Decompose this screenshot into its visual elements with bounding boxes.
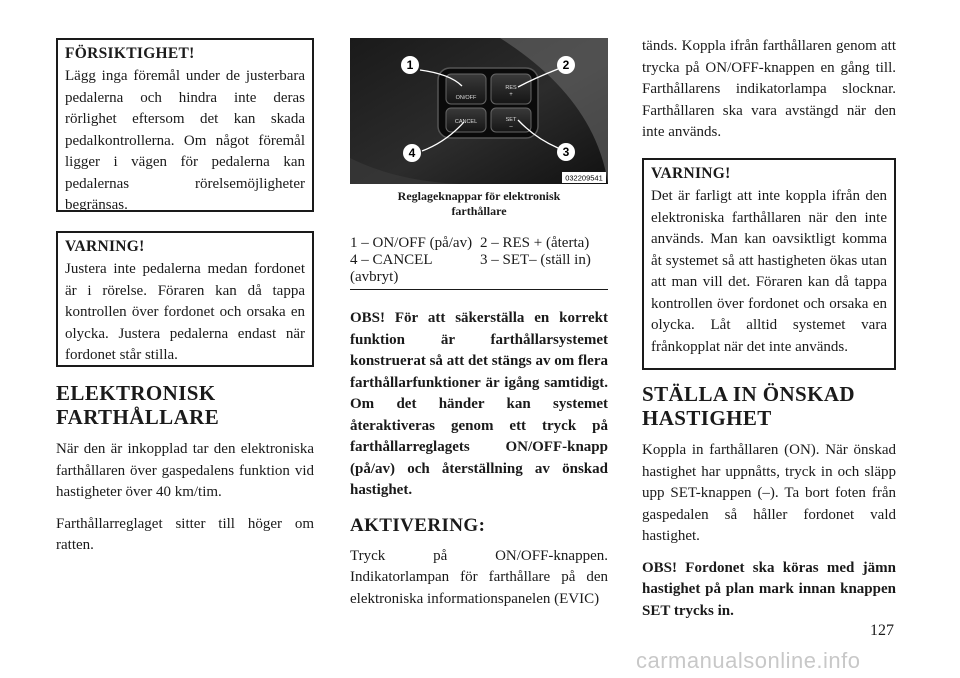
legend-cell: 2 – RES + (återta) <box>480 235 590 251</box>
activation-paragraph: Tryck på ON/OFF-knappen. Indikatorlampan för farthållare på den elektroniska informationspanelen (EVIC) <box>350 547 608 607</box>
svg-text:2: 2 <box>562 58 570 72</box>
svg-text:RES: RES <box>505 85 517 91</box>
button-legend-table <box>350 235 608 286</box>
legend-row <box>350 235 608 252</box>
svg-text:+: + <box>509 92 513 98</box>
warning-title: VARNING! <box>65 238 145 255</box>
callout-1 <box>401 56 419 74</box>
svg-text:3: 3 <box>562 145 570 159</box>
cancel-button <box>446 108 486 132</box>
svg-text:ON/OFF: ON/OFF <box>455 95 477 101</box>
page-number: 127 <box>870 622 894 639</box>
obs-note-system-shutdown: OBS! För att säkerställa en korrekt funktion är farthållarsystemet konstruerat så att det stängs av om flera farthållarfunktioner är igång samtidigt. Om det händer kan systemet återaktiveras genom ett tryck på farthållarreglagets ON/OFF-knapp (på/av) och återställning av önskad hastighet. <box>350 310 608 498</box>
set-speed-paragraph: Koppla in farthållaren (ON). När önskad hastighet har uppnåtts, tryck in och släpp upp SET-knappen (–). Ta bort foten från gaspedalen så håller fordonet vald hastighet. <box>642 442 896 544</box>
cruise-control-figure <box>350 38 608 184</box>
legend-cell: 4 – CANCEL (avbryt) <box>350 252 432 285</box>
warning-title: VARNING! <box>651 165 731 182</box>
warning-text: Det är farligt att inte koppla ifrån den elektroniska farthållaren när den inte används. Man kan oavsiktligt komma åt systemet så att hastigheten ökas utan att man vill det. Föraren kan då tappa kontrollen över fordonet och orsaka en olycka. Låt alltid systemet vara frånkopplat när det inte används. <box>651 188 887 355</box>
svg-text:–: – <box>509 124 513 130</box>
res-button <box>491 74 531 104</box>
callout-4 <box>403 144 421 162</box>
section-heading-activation: AKTIVERING: <box>350 514 486 536</box>
activation-continuation-spacer <box>642 36 896 140</box>
svg-text:4: 4 <box>408 146 416 160</box>
svg-text:1: 1 <box>406 58 414 72</box>
caution-text: Lägg inga föremål under de justerbara pedalerna och hindra inte deras rörlighet eftersom det kan skada pedalkontrollerna. Om något föremål ligger i vägen för pedalerna kan pedalernas rörelsemöjligheter begränsas. <box>65 68 305 213</box>
callout-3 <box>557 143 575 161</box>
svg-text:SET: SET <box>505 117 517 123</box>
cruise-intro-paragraph: När den är inkopplad tar den elektroniska farthållaren över gaspedalens funktion vid hastigheter över 40 km/tim. <box>56 441 314 500</box>
steering-wheel-image <box>350 38 608 184</box>
caution-box <box>56 38 314 212</box>
column-left <box>56 38 314 557</box>
svg-text:032209541: 032209541 <box>565 173 603 183</box>
warning-box-cruise <box>642 158 896 370</box>
image-code-label <box>562 172 606 183</box>
cruise-location-paragraph: Farthållarreglaget sitter till höger om ratten. <box>56 515 314 553</box>
section-heading-set-speed: STÄLLA IN ÖNSKAD HASTIGHET <box>642 382 855 430</box>
legend-cell: 3 – SET– (ställ in) <box>480 252 591 268</box>
column-right <box>642 36 896 622</box>
legend-cell: 1 – ON/OFF (på/av) <box>350 235 473 251</box>
watermark: carmanualsonline.info <box>636 648 861 673</box>
legend-divider <box>350 289 608 290</box>
set-button <box>491 108 531 132</box>
section-heading-cruise: ELEKTRONISK FARTHÅLLARE <box>56 381 220 429</box>
svg-text:CANCEL: CANCEL <box>454 119 478 125</box>
column-middle <box>350 38 608 612</box>
legend-row <box>350 252 608 286</box>
warning-box-pedals <box>56 231 314 367</box>
callout-2 <box>557 56 575 74</box>
obs-note-level-ground: OBS! Fordonet ska köras med jämn hastighet på plan mark innan knappen SET trycks in. <box>642 559 896 619</box>
warning-text: Justera inte pedalerna medan fordonet är i rörelse. Föraren kan då tappa kontrollen över fordonet och orsaka en olycka. Justera pedalerna endast när fordonet står stilla. <box>65 261 305 363</box>
figure-caption: Reglageknappar för elektronisk farthållare <box>397 189 561 218</box>
activation-paragraph-continued: tänds. Koppla ifrån farthållaren genom att trycka på ON/OFF-knappen en gång till. Farthållarens indikatorlampa slocknar. Farthållaren ska vara avstängd när den inte används. <box>642 38 896 140</box>
caution-title: FÖRSIKTIGHET! <box>65 45 195 62</box>
